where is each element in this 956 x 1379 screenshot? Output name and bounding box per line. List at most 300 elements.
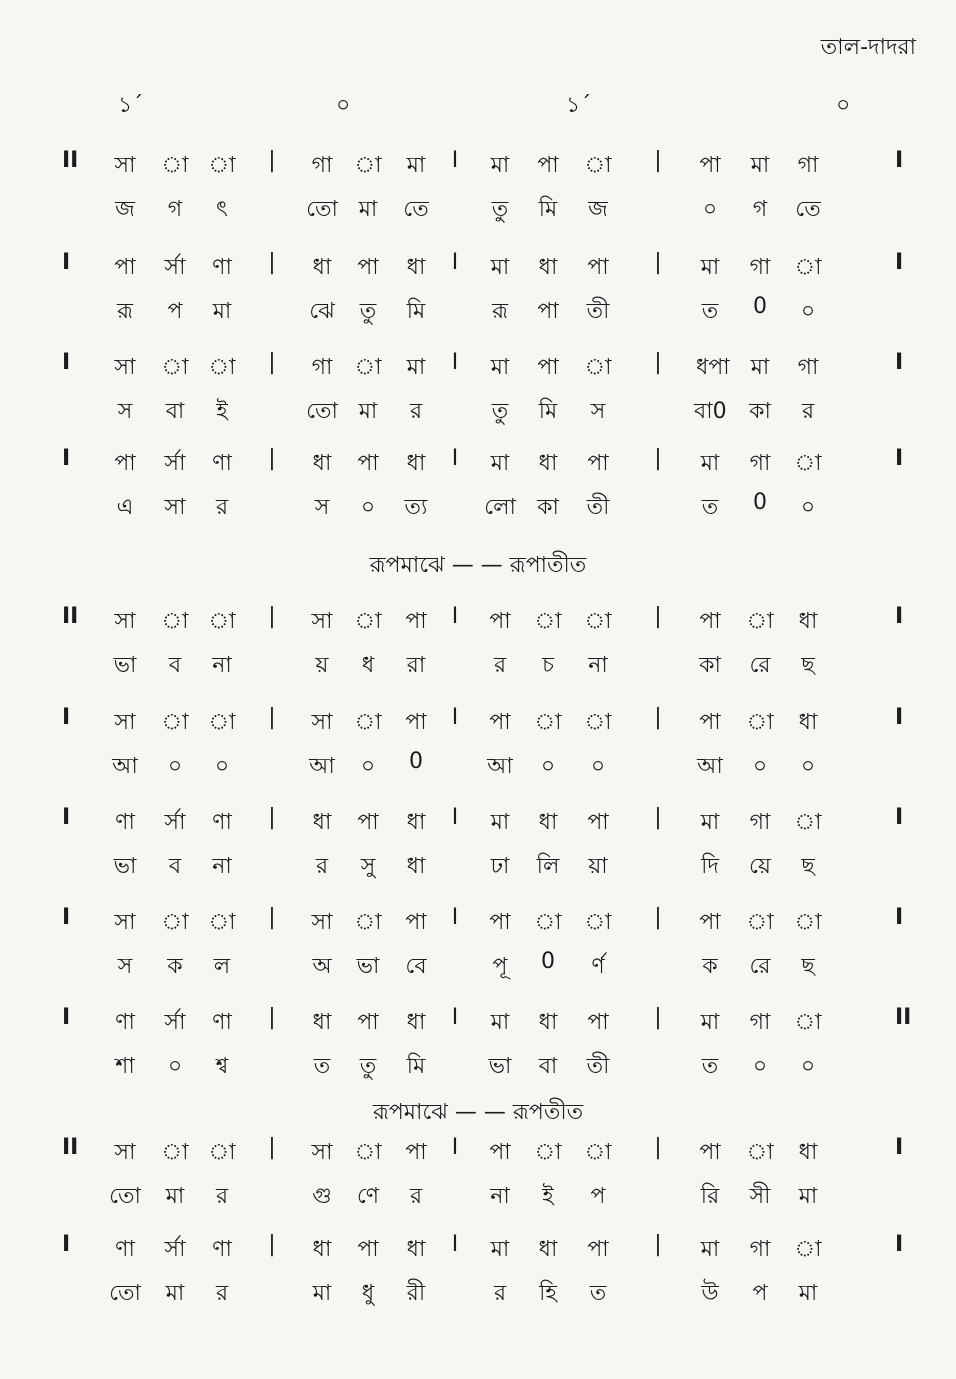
swara: পা xyxy=(587,255,609,280)
swara: ধা xyxy=(798,609,818,634)
barline: | xyxy=(268,446,276,471)
swara: মা xyxy=(700,1010,720,1035)
swara: ণা xyxy=(115,1237,135,1262)
lyric-syllable: জ xyxy=(115,197,135,222)
lyric-syllable: র xyxy=(409,399,423,424)
swara: া xyxy=(584,609,612,634)
lyric-syllable: ধ xyxy=(361,653,375,678)
barline: | xyxy=(654,148,662,173)
swara-row xyxy=(0,1005,956,1039)
barline: | xyxy=(654,905,662,930)
swara: ধা xyxy=(312,810,332,835)
swara: পা xyxy=(405,1140,427,1165)
lyric-syllable: ঢা xyxy=(490,854,510,879)
barline: I xyxy=(451,705,459,730)
lyric-syllable: ভা xyxy=(488,1054,512,1079)
lyric-syllable: র্ণ xyxy=(591,954,605,979)
swara: া xyxy=(161,910,189,935)
lyric-syllable: মা xyxy=(165,1184,185,1209)
lyric-syllable: বা xyxy=(538,1054,558,1079)
swara: মা xyxy=(700,451,720,476)
swara: পা xyxy=(357,1010,379,1035)
lyric-syllable: গ xyxy=(752,197,768,222)
lyric-row xyxy=(0,394,956,428)
lyric-syllable: র xyxy=(493,1281,507,1306)
lyric-syllable: মা xyxy=(358,399,378,424)
swara: া xyxy=(584,1140,612,1165)
swara: া xyxy=(534,1140,562,1165)
lyric-syllable: র xyxy=(409,1184,423,1209)
lyric-syllable: ধা xyxy=(406,854,426,879)
swara: সা xyxy=(311,1140,333,1165)
right-barline: I xyxy=(895,446,904,471)
lyric-syllable: ০ xyxy=(167,754,183,779)
beat-mark: ০ xyxy=(336,93,351,118)
swara: া xyxy=(161,609,189,634)
swara: র্সা xyxy=(164,1010,186,1035)
swara-row xyxy=(0,1232,956,1266)
lyric-syllable: তু xyxy=(359,299,377,324)
lyric-syllable: ধু xyxy=(361,1281,375,1306)
lyric-syllable: আ xyxy=(112,754,138,779)
lyric-syllable: 0 xyxy=(753,294,767,319)
swara: পা xyxy=(489,609,511,634)
swara-row xyxy=(0,604,956,638)
lyric-syllable: উ xyxy=(701,1281,719,1306)
lyric-syllable: না xyxy=(588,653,608,678)
lyric-syllable: কা xyxy=(749,399,771,424)
swara: র্সা xyxy=(164,451,186,476)
swara: মা xyxy=(406,355,426,380)
barline: | xyxy=(268,805,276,830)
barline: | xyxy=(654,250,662,275)
swara: া xyxy=(794,1237,822,1262)
swara: মা xyxy=(406,153,426,178)
lyric-syllable: প xyxy=(590,1184,606,1209)
lyric-row xyxy=(0,294,956,328)
lyric-syllable: র xyxy=(215,1184,229,1209)
lyric-syllable: ত xyxy=(701,1054,719,1079)
barline: | xyxy=(268,250,276,275)
swara: া xyxy=(746,609,774,634)
swara: া xyxy=(746,1140,774,1165)
swara: পা xyxy=(357,255,379,280)
swara: পা xyxy=(489,910,511,935)
swara: া xyxy=(746,910,774,935)
left-barline: II xyxy=(62,604,79,629)
swara: মা xyxy=(700,1237,720,1262)
swara: া xyxy=(584,355,612,380)
right-barline: I xyxy=(895,905,904,930)
beat-mark: ১´ xyxy=(118,93,144,118)
swara: া xyxy=(208,355,236,380)
lyric-syllable: 0 xyxy=(541,949,555,974)
lyric-syllable: মি xyxy=(406,1054,426,1079)
swara-row xyxy=(0,1135,956,1169)
left-barline: I xyxy=(62,1005,71,1030)
swara: ধা xyxy=(406,1237,426,1262)
swara: া xyxy=(208,910,236,935)
swara: ণা xyxy=(212,810,232,835)
swara: গা xyxy=(749,810,771,835)
lyric-row xyxy=(0,1049,956,1083)
swara: া xyxy=(584,153,612,178)
swara: মা xyxy=(750,355,770,380)
lyric-syllable: র xyxy=(315,854,329,879)
lyric-syllable: বা xyxy=(165,399,185,424)
lyric-syllable: ব xyxy=(168,854,182,879)
lyric-row xyxy=(0,949,956,983)
swara: পা xyxy=(587,1237,609,1262)
lyric-syllable: তু xyxy=(359,1054,377,1079)
lyric-syllable: 0 xyxy=(409,749,423,774)
lyric-syllable: শা xyxy=(115,1054,135,1079)
barline: I xyxy=(451,148,459,173)
barline: I xyxy=(451,1135,459,1160)
swara: া xyxy=(208,609,236,634)
lyric-syllable: বে xyxy=(405,954,427,979)
lyric-syllable: অ xyxy=(312,954,332,979)
swara: ধা xyxy=(406,810,426,835)
swara: পা xyxy=(699,153,721,178)
lyric-syllable: লি xyxy=(536,854,560,879)
barline: I xyxy=(451,446,459,471)
lyric-syllable: ক xyxy=(167,954,183,979)
swara: পা xyxy=(405,609,427,634)
swara: সা xyxy=(114,355,136,380)
swara: গা xyxy=(749,255,771,280)
swara: র্সা xyxy=(164,255,186,280)
swara: পা xyxy=(537,355,559,380)
swara: া xyxy=(794,910,822,935)
barline: | xyxy=(654,1005,662,1030)
barline: I xyxy=(451,1232,459,1257)
lyric-syllable: ই xyxy=(216,399,228,424)
left-barline: I xyxy=(62,1232,71,1257)
lyric-syllable: র xyxy=(493,653,507,678)
lyric-syllable: ভা xyxy=(113,854,137,879)
swara: ধা xyxy=(798,1140,818,1165)
lyric-syllable: ব xyxy=(168,653,182,678)
lyric-syllable: পা xyxy=(537,299,559,324)
lyric-syllable: তো xyxy=(306,399,338,424)
swara: ণা xyxy=(212,1237,232,1262)
swara: া xyxy=(584,910,612,935)
lyric-syllable: জ xyxy=(588,197,608,222)
swara: ধা xyxy=(538,451,558,476)
lyric-syllable: ০ xyxy=(752,754,768,779)
lyric-syllable: র xyxy=(215,1281,229,1306)
barline: I xyxy=(451,805,459,830)
swara-row xyxy=(0,148,956,182)
lyric-syllable: ০ xyxy=(800,495,816,520)
swara-row xyxy=(0,905,956,939)
lyric-syllable: পূ xyxy=(492,954,508,979)
swara: সা xyxy=(114,153,136,178)
swara: গা xyxy=(797,355,819,380)
swara: া xyxy=(534,609,562,634)
swara: পা xyxy=(357,810,379,835)
lyric-syllable: য়া xyxy=(588,854,608,879)
lyric-syllable: চ xyxy=(542,653,554,678)
swara: মা xyxy=(490,1237,510,1262)
lyric-syllable: বা0 xyxy=(694,399,727,424)
swara: সা xyxy=(311,910,333,935)
swara: া xyxy=(161,1140,189,1165)
swara: মা xyxy=(750,153,770,178)
lyric-row xyxy=(0,192,956,226)
lyric-syllable: রে xyxy=(749,954,771,979)
barline: | xyxy=(268,1135,276,1160)
swara: ধা xyxy=(406,1010,426,1035)
swara: পা xyxy=(699,1140,721,1165)
swara: পা xyxy=(489,710,511,735)
swara: পা xyxy=(114,451,136,476)
lyric-syllable: ০ xyxy=(540,754,556,779)
right-barline: I xyxy=(895,350,904,375)
lyric-syllable: না xyxy=(212,854,232,879)
barline: | xyxy=(654,1135,662,1160)
lyric-syllable: তে xyxy=(403,197,429,222)
swara: ণা xyxy=(212,1010,232,1035)
right-barline: I xyxy=(895,148,904,173)
right-barline: I xyxy=(895,1232,904,1257)
lyric-syllable: 0 xyxy=(753,490,767,515)
barline: | xyxy=(654,604,662,629)
barline: I xyxy=(451,350,459,375)
swara: পা xyxy=(699,609,721,634)
lyric-syllable: তু xyxy=(491,197,509,222)
swara: মা xyxy=(490,451,510,476)
left-barline: I xyxy=(62,250,71,275)
right-barline: I xyxy=(895,250,904,275)
lyric-syllable: স xyxy=(117,399,133,424)
barline: | xyxy=(654,705,662,730)
barline: I xyxy=(451,250,459,275)
section-caption: রূপমাঝে — — রূপাতীত xyxy=(369,553,587,578)
swara: পা xyxy=(587,1010,609,1035)
swara: গা xyxy=(749,1237,771,1262)
swara: া xyxy=(161,153,189,178)
lyric-syllable: রূ xyxy=(116,299,134,324)
barline: I xyxy=(451,1005,459,1030)
lyric-syllable: ছ xyxy=(801,954,815,979)
right-barline: I xyxy=(895,604,904,629)
lyric-syllable: সু xyxy=(360,854,376,879)
left-barline: II xyxy=(62,1135,79,1160)
lyric-syllable: ত xyxy=(701,495,719,520)
lyric-row xyxy=(0,1179,956,1213)
barline: | xyxy=(268,148,276,173)
swara: মা xyxy=(700,255,720,280)
lyric-syllable: র xyxy=(801,399,815,424)
swara: ধা xyxy=(312,255,332,280)
swara: া xyxy=(161,710,189,735)
swara: পা xyxy=(537,153,559,178)
lyric-syllable: মা xyxy=(798,1281,818,1306)
lyric-row xyxy=(0,849,956,883)
swara: া xyxy=(534,910,562,935)
left-barline: II xyxy=(62,148,79,173)
swara: া xyxy=(794,810,822,835)
swara: গা xyxy=(749,451,771,476)
lyric-syllable: আ xyxy=(309,754,335,779)
swara: া xyxy=(208,710,236,735)
lyric-row xyxy=(0,490,956,524)
lyric-syllable: য়ে xyxy=(749,854,771,879)
lyric-syllable: ণে xyxy=(356,1184,380,1209)
swara: ণা xyxy=(212,451,232,476)
lyric-syllable: রা xyxy=(406,653,426,678)
swara: ধা xyxy=(312,1237,332,1262)
lyric-row xyxy=(0,648,956,682)
lyric-syllable: মি xyxy=(538,399,558,424)
lyric-syllable: ত xyxy=(313,1054,331,1079)
barline: | xyxy=(654,350,662,375)
swara: সা xyxy=(114,910,136,935)
swara: ধা xyxy=(798,710,818,735)
lyric-syllable: মা xyxy=(358,197,378,222)
swara: া xyxy=(208,1140,236,1165)
swara: মা xyxy=(490,153,510,178)
swara: া xyxy=(354,153,382,178)
swara: ধা xyxy=(312,1010,332,1035)
lyric-syllable: গ xyxy=(167,197,183,222)
swara: ধা xyxy=(406,255,426,280)
lyric-syllable: প xyxy=(167,299,183,324)
lyric-syllable: আ xyxy=(487,754,513,779)
swara: া xyxy=(354,910,382,935)
lyric-syllable: তো xyxy=(306,197,338,222)
lyric-syllable: ০ xyxy=(590,754,606,779)
lyric-syllable: মি xyxy=(406,299,426,324)
swara: া xyxy=(794,451,822,476)
lyric-syllable: ত xyxy=(701,299,719,324)
lyric-syllable: শ্ব xyxy=(215,1054,229,1079)
swara: পা xyxy=(699,910,721,935)
lyric-syllable: তো xyxy=(109,1184,141,1209)
lyric-syllable: রি xyxy=(700,1184,720,1209)
swara: া xyxy=(208,153,236,178)
lyric-syllable: ভা xyxy=(356,954,380,979)
lyric-syllable: সী xyxy=(749,1184,771,1209)
barline: | xyxy=(268,1005,276,1030)
left-barline: I xyxy=(62,805,71,830)
right-barline: I xyxy=(895,805,904,830)
barline: | xyxy=(654,805,662,830)
barline: | xyxy=(268,604,276,629)
left-barline: I xyxy=(62,705,71,730)
swara: মা xyxy=(490,255,510,280)
beat-markers xyxy=(0,88,956,118)
lyric-syllable: ল xyxy=(213,954,231,979)
lyric-syllable: আ xyxy=(697,754,723,779)
barline: | xyxy=(268,350,276,375)
beat-mark: ১´ xyxy=(566,93,592,118)
beat-mark: ০ xyxy=(836,93,851,118)
swara-row xyxy=(0,250,956,284)
swara: র্সা xyxy=(164,810,186,835)
barline: | xyxy=(654,446,662,471)
swara: ণা xyxy=(212,255,232,280)
swara: া xyxy=(746,710,774,735)
swara-row xyxy=(0,446,956,480)
lyric-syllable: কা xyxy=(537,495,559,520)
left-barline: I xyxy=(62,446,71,471)
swara: পা xyxy=(405,910,427,935)
right-barline: I xyxy=(895,1135,904,1160)
swara: গা xyxy=(797,153,819,178)
swara: সা xyxy=(311,609,333,634)
swara: গা xyxy=(749,1010,771,1035)
lyric-syllable: ০ xyxy=(167,1054,183,1079)
lyric-syllable: গু xyxy=(312,1184,332,1209)
right-barline: II xyxy=(895,1005,912,1030)
swara: া xyxy=(534,710,562,735)
lyric-syllable: ক xyxy=(702,954,718,979)
lyric-syllable: না xyxy=(490,1184,510,1209)
lyric-syllable: ০ xyxy=(800,299,816,324)
lyric-syllable: তু xyxy=(491,399,509,424)
barline: I xyxy=(451,905,459,930)
lyric-syllable: ০ xyxy=(752,1054,768,1079)
lyric-syllable: না xyxy=(212,653,232,678)
lyric-syllable: রে xyxy=(749,653,771,678)
lyric-syllable: মা xyxy=(798,1184,818,1209)
barline: | xyxy=(268,905,276,930)
lyric-syllable: মা xyxy=(312,1281,332,1306)
swara: সা xyxy=(114,710,136,735)
swara: ধপা xyxy=(696,355,730,380)
lyric-row xyxy=(0,749,956,783)
lyric-syllable: সা xyxy=(164,495,186,520)
swara: া xyxy=(794,255,822,280)
swara: পা xyxy=(587,451,609,476)
lyric-syllable: ০ xyxy=(702,197,718,222)
tala-heading: তাল-দাদরা xyxy=(820,35,916,60)
swara-row xyxy=(0,805,956,839)
swara: ণা xyxy=(115,1010,135,1035)
swara: গা xyxy=(311,355,333,380)
barline: I xyxy=(451,604,459,629)
lyric-syllable: কা xyxy=(699,653,721,678)
swara: ধা xyxy=(538,255,558,280)
lyric-syllable: ০ xyxy=(360,754,376,779)
swara: পা xyxy=(357,1237,379,1262)
lyric-syllable: স xyxy=(590,399,606,424)
barline: | xyxy=(654,1232,662,1257)
lyric-syllable: দি xyxy=(701,854,719,879)
swara-row xyxy=(0,350,956,384)
lyric-syllable: মা xyxy=(212,299,232,324)
swara: পা xyxy=(114,255,136,280)
swara: ধা xyxy=(312,451,332,476)
swara: গা xyxy=(311,153,333,178)
lyric-syllable: ০ xyxy=(214,754,230,779)
barline: | xyxy=(268,1232,276,1257)
lyric-syllable: ই xyxy=(542,1184,554,1209)
lyric-syllable: ত xyxy=(589,1281,607,1306)
swara: পা xyxy=(489,1140,511,1165)
swara: মা xyxy=(490,355,510,380)
swara: পা xyxy=(699,710,721,735)
lyric-syllable: মা xyxy=(165,1281,185,1306)
lyric-syllable: এ xyxy=(116,495,134,520)
lyric-row xyxy=(0,1276,956,1310)
left-barline: I xyxy=(62,350,71,375)
lyric-syllable: ০ xyxy=(800,1054,816,1079)
swara: া xyxy=(354,609,382,634)
